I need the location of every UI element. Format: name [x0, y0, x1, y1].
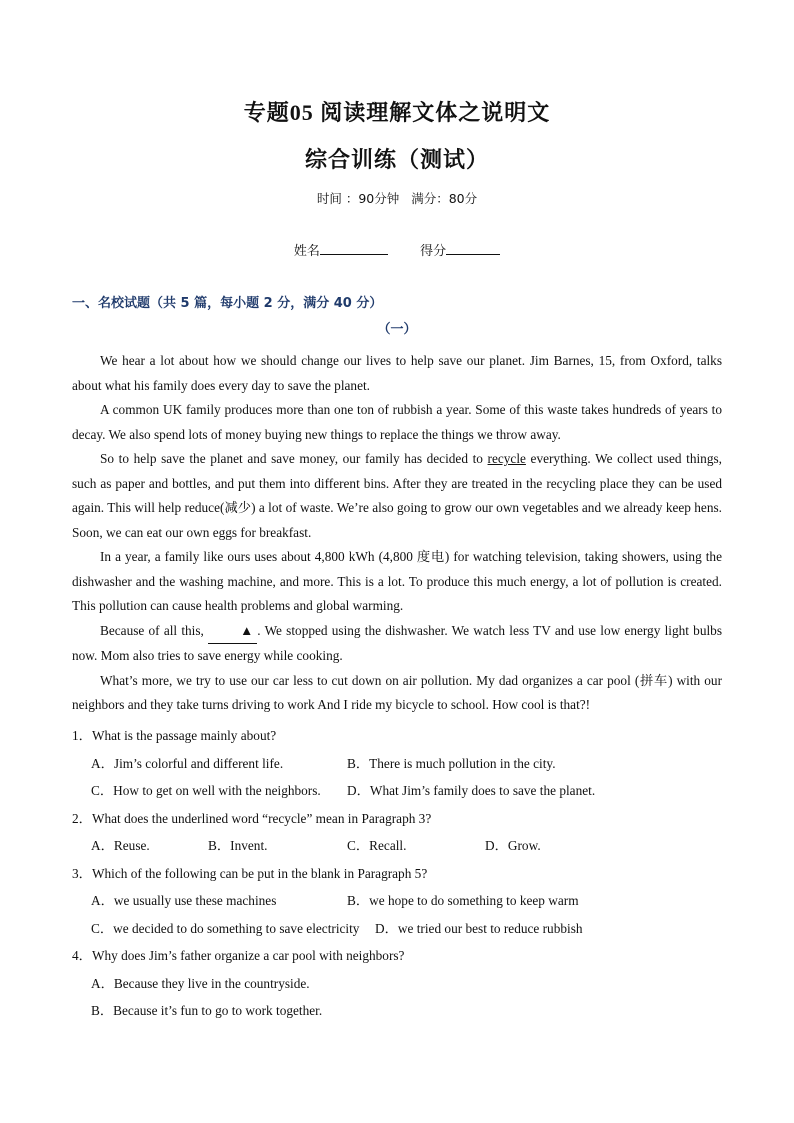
- option-1b[interactable]: B．There is much pollution in the city.: [347, 755, 556, 771]
- grade-label: 得分: [420, 244, 447, 259]
- name-label: 姓名: [293, 244, 320, 259]
- option-row: [72, 997, 722, 1025]
- time-limit: 时间 ：90分钟: [316, 191, 400, 206]
- option-2a[interactable]: A．Reuse.: [91, 838, 150, 853]
- paragraph-4: In a year, a family like ours uses about 4,800 kWh (4,800 度电) for watching television, taking showers, using the dishwasher and the washing machine, and more. This is a lot. To produce this much energy, a lot of pollution is created. This pollution can cause health problems and global warming.: [72, 549, 722, 613]
- name-blank[interactable]: [320, 240, 388, 255]
- blank-marker: ▲: [208, 619, 257, 645]
- page-subtitle: 综合训练（测试）: [304, 147, 489, 172]
- question-2: 2．What does the underlined word “recycle” mean in Paragraph 3?: [72, 810, 432, 826]
- option-3a[interactable]: A．we usually use these machines: [91, 893, 277, 908]
- option-4b[interactable]: B．Because it’s fun to go to work together.: [91, 1003, 323, 1018]
- question-3: 3．Which of the following can be put in the blank in Paragraph 5?: [72, 865, 428, 881]
- option-1c[interactable]: C．How to get on well with the neighbors.: [91, 783, 321, 798]
- paragraph-2: A common UK family produces more than one ton of rubbish a year. Some of this waste takes hundreds of years to decay. We also spend lots of money buying new things to replace the things we throw away.: [72, 402, 722, 442]
- option-1d[interactable]: D．What Jim’s family does to save the planet.: [347, 783, 596, 798]
- option-row: [72, 887, 722, 915]
- option-2d[interactable]: D．Grow.: [485, 838, 541, 853]
- underlined-word: recycle: [487, 451, 526, 466]
- option-3d[interactable]: D．we tried our best to reduce rubbish: [375, 920, 583, 936]
- paragraph-1: We hear a lot about how we should change our lives to help save our planet. Jim Barnes, 15, from Oxford, talks about what his family does every day to save the planet.: [72, 353, 722, 393]
- paragraph-6: What’s more, we try to use our car less to cut down on air pollution. My dad organizes a car pool (拼车) with our neighbors and they take turns driving to work And I ride my bicycle to school. How cool is that?!: [72, 672, 722, 712]
- exam-meta: [0, 189, 794, 207]
- full-score: 满分：80分: [411, 191, 478, 206]
- option-3b[interactable]: B．we hope to do something to keep warm: [347, 893, 579, 908]
- option-row: [72, 832, 722, 860]
- paragraph-5: Because of all this, ▲ . We stopped using the dishwasher. We watch less TV and use low energy light bulbs now. Mom also tries to save energy while cooking.: [72, 619, 722, 669]
- grade-blank[interactable]: [446, 240, 500, 255]
- option-4a[interactable]: A．Because they live in the countryside.: [91, 975, 310, 991]
- option-2b[interactable]: B．Invent.: [208, 838, 268, 853]
- reading-passage: [72, 349, 722, 718]
- paragraph-3: So to help save the planet and save money, our family has decided to recycle everything. We collect used things, such as paper and bottles, and put them into different bins. After they are treated in the recycling place they can be used again. This will help reduce(减少) a lot of waste. We’re also going to grow our own vegetables and we already keep hens. Soon, we can eat our own eggs for breakfast.: [72, 451, 722, 540]
- name-score-row: [0, 240, 794, 259]
- question-4: 4．Why does Jim’s father organize a car pool with neighbors?: [72, 948, 405, 963]
- option-row: [72, 915, 722, 943]
- section-heading: 一、名校试题（共 5 篇，每小题 2 分，满分 40 分）: [72, 296, 383, 311]
- part-number: （一）: [377, 322, 417, 337]
- option-2c[interactable]: C．Recall.: [347, 838, 407, 853]
- question-list: [72, 722, 722, 1025]
- option-row: [72, 750, 722, 778]
- page-title: 专题05 阅读理解文体之说明文: [243, 100, 551, 125]
- option-1a[interactable]: A．Jim’s colorful and different life.: [91, 755, 284, 771]
- option-3c[interactable]: C．we decided to do something to save electricity: [91, 920, 360, 936]
- question-1: 1．What is the passage mainly about?: [72, 728, 277, 743]
- option-row: [72, 970, 722, 998]
- option-row: [72, 777, 722, 805]
